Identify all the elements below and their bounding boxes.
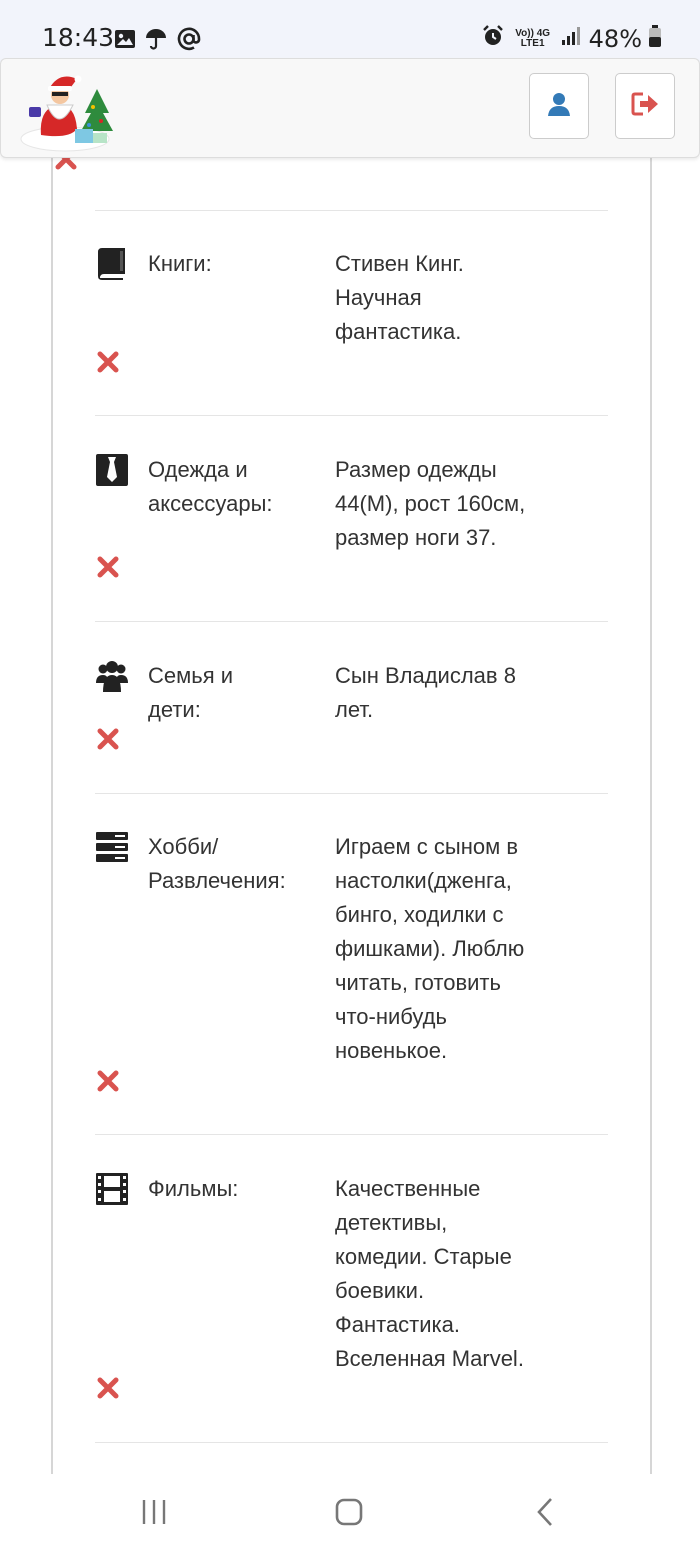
delete-icon[interactable] [97,728,119,750]
value-line: Научная [335,285,422,310]
label-line: Одежда и [148,457,248,482]
network-indicator [511,29,555,49]
back-button[interactable] [524,1496,568,1532]
logout-icon [630,90,660,123]
value-line: новенькое. [335,1038,448,1063]
logout-button[interactable] [615,73,675,139]
battery-percent: 48% [588,24,642,53]
value-line: Играем с сыном в [335,834,519,859]
value-line: Качественные [335,1176,481,1201]
at-icon [176,26,202,57]
value-line: лет. [335,697,374,722]
row-label [148,453,323,521]
row-label [148,830,323,898]
image-icon [114,28,136,55]
value-line: настолки(дженга, [335,868,512,893]
list-item-family [95,659,608,794]
back-icon [531,1497,561,1532]
network-label-bottom: LTE1 [520,37,545,49]
value-line: Фантастика. [335,1312,460,1337]
row-value [335,830,575,1068]
row-value [335,1172,575,1376]
home-icon [334,1497,364,1532]
label-line: Книги: [148,251,212,276]
label-line: Семья и [148,663,234,688]
label-line: Фильмы: [148,1176,239,1201]
label-line: Хобби/ [148,834,219,859]
status-bar [0,0,700,62]
list-item-clothing [95,453,608,622]
profile-icon [545,90,573,123]
android-nav-bar [0,1474,700,1556]
family-icon [95,659,129,693]
row-label [148,659,323,727]
hobby-icon [95,830,129,864]
delete-icon[interactable] [97,351,119,373]
value-line: бинго, ходилки с [335,902,504,927]
battery-icon [648,24,662,53]
delete-icon[interactable] [97,556,119,578]
value-line: комедии. Старые [335,1244,512,1269]
alarm-icon [481,24,505,53]
value-line: Размер одежды [335,457,497,482]
label-line: Развлечения: [148,868,286,893]
network-label-top: Vo)) 4G [515,27,551,39]
film-icon [95,1172,129,1206]
signal-icon [561,25,583,52]
santa-logo[interactable] [19,69,117,153]
row-label [148,247,323,281]
book-icon [95,247,129,281]
label-line: дети: [148,697,201,722]
recent-apps-icon [139,1497,169,1532]
value-line: фантастика. [335,319,462,344]
value-line: читать, готовить [335,970,501,995]
row-value [335,659,575,727]
list-item-hobby [95,830,608,1135]
row-value [335,247,575,349]
delete-icon[interactable] [97,1377,119,1399]
value-line: 44(М), рост 160см, [335,491,526,516]
value-line: размер ноги 37. [335,525,497,550]
value-line: боевики. [335,1278,425,1303]
profile-button[interactable] [529,73,589,139]
status-notification-icons [114,26,202,57]
site-header [0,58,700,158]
row-label [148,1172,323,1206]
list-item-books [95,247,608,416]
delete-icon[interactable] [97,1070,119,1092]
list-item-films [95,1172,608,1443]
value-line: Вселенная Marvel. [335,1346,524,1371]
row-value [335,453,575,555]
label-line: аксессуары: [148,491,273,516]
tie-icon [95,453,129,487]
value-line: Стивен Кинг. [335,251,464,276]
divider-top [95,150,608,211]
status-time: 18:43 [42,23,115,52]
status-system-icons [481,24,662,53]
value-line: что-нибудь [335,1004,447,1029]
recent-apps-button[interactable] [132,1496,176,1532]
value-line: фишками). Люблю [335,936,525,961]
value-line: детективы, [335,1210,448,1235]
home-button[interactable] [327,1496,371,1532]
umbrella-icon [144,27,168,56]
value-line: Сын Владислав 8 [335,663,516,688]
wishlist-panel [51,150,652,1474]
